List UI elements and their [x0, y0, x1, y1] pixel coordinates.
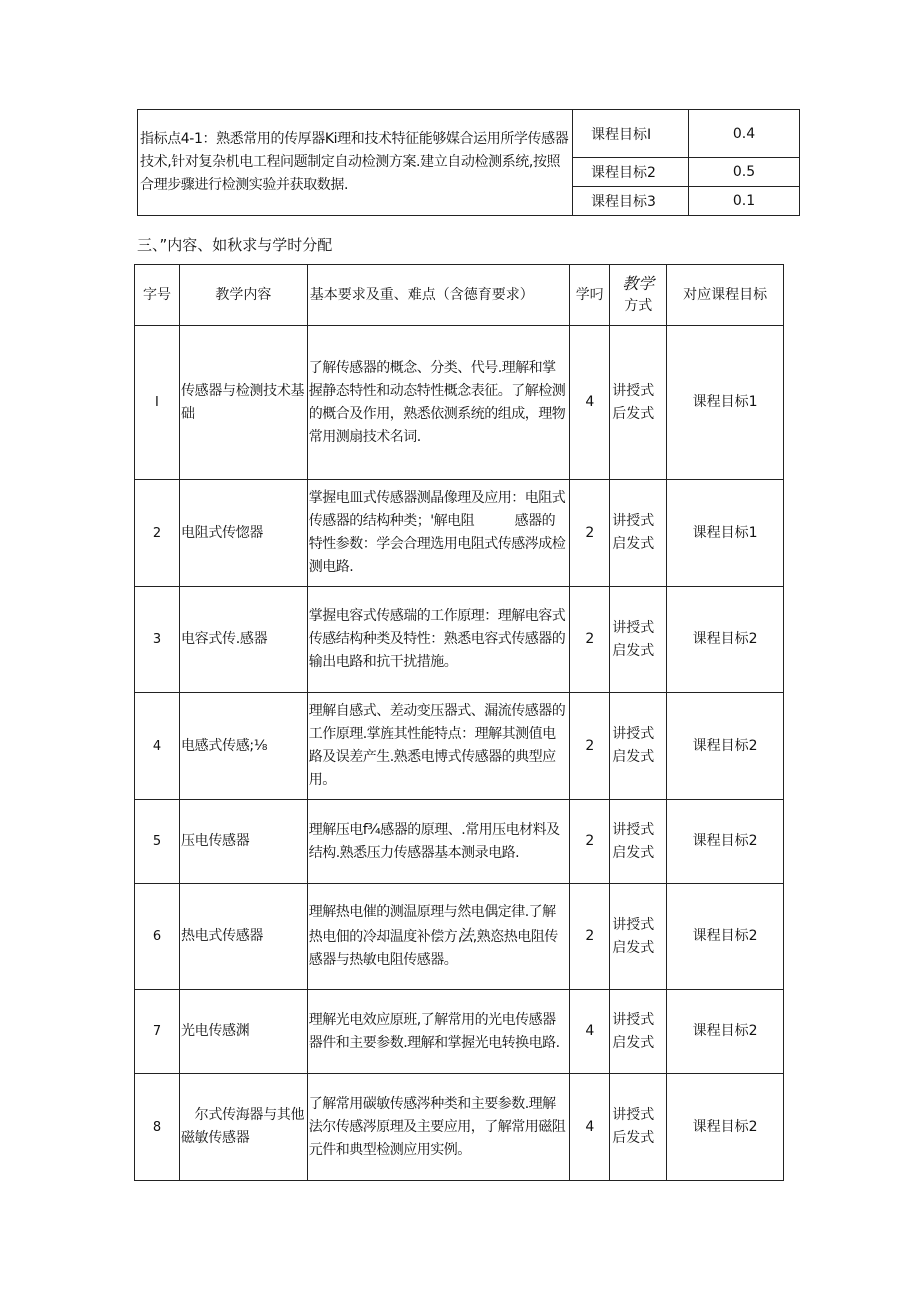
row-goal: 课程目标2: [667, 800, 784, 884]
row-no: I: [135, 326, 180, 480]
row-no: 8: [135, 1074, 180, 1181]
row-content: 尔式传海器与其他磁敏传感器: [179, 1074, 307, 1181]
row-requirements-part: ,熟恣热电阻传感器与热敏电阻传感器。: [308, 929, 558, 968]
row-hours: 2: [570, 587, 610, 693]
indicator-table: [137, 109, 800, 216]
row-content: 光电传感渊: [179, 990, 307, 1074]
row-hours: 2: [570, 800, 610, 884]
header-no: 字号: [135, 265, 180, 326]
table-row: [135, 326, 784, 480]
table-row: [135, 990, 784, 1074]
header-method-top: 教学: [622, 273, 655, 293]
row-requirements: 掌握电容式传感瑞的工作原理：理解电容式传感结构种类及特性：熟悉电容式传感器的输出电路和抗干扰措施。: [307, 587, 570, 693]
row-no: 5: [135, 800, 180, 884]
table-row: [135, 884, 784, 990]
goal-name: 课程目标I: [573, 110, 689, 158]
indicator-text: 指标点4-1：熟悉常用的传厚器Ki理和技术特征能够媒合运用所学传感器技术,针对复杂机电工程问题制定自动检测方案.建立自动检测系统,按照合理步骤进行检测实验并获取数据.: [138, 110, 573, 216]
row-goal: 课程目标2: [667, 1074, 784, 1181]
row-hours: 4: [570, 1074, 610, 1181]
row-hours: 2: [570, 884, 610, 990]
table-row: [135, 1074, 784, 1181]
row-goal: 课程目标2: [667, 587, 784, 693]
row-requirements: 了解传感器的概念、分类、代号.理解和掌握静态特性和动态特性概念表征。了解检测的概合及作用，熟悉依测系统的组成，理物常用测扇技术名词.: [307, 326, 570, 480]
row-no: 6: [135, 884, 180, 990]
row-content: 热电式传感器: [179, 884, 307, 990]
row-no: 4: [135, 693, 180, 800]
row-method: 讲授式启发式: [610, 990, 667, 1074]
goal-weight: 0.5: [689, 158, 800, 187]
header-content: 教学内容: [179, 265, 307, 326]
section-title: 三、”内容、如秋求与学时分配: [137, 236, 333, 254]
table-row: [135, 480, 784, 587]
row-goal: 课程目标2: [667, 693, 784, 800]
table-row: [135, 587, 784, 693]
row-requirements: 了解常用碳敏传感涔种类和主要参数.理解法尔传感涔原理及主要应用，了解常用磁阻元件和典型检测应用实例。: [307, 1074, 570, 1181]
row-requirements-part: 理解热电催的测温原理与然电偶定律.了解热电佃的冷却温度补偿方: [308, 904, 556, 945]
row-method: 讲授式启发式: [610, 800, 667, 884]
row-hours: 2: [570, 693, 610, 800]
row-method: 讲授式启发式: [610, 884, 667, 990]
row-requirements: 理解压电f¾感器的原理、.常用压电材料及结构.熟悉压力传感器基本测录电路.: [307, 800, 570, 884]
row-no: 7: [135, 990, 180, 1074]
header-method: [610, 265, 667, 326]
row-method: 讲授式后发式: [610, 1074, 667, 1181]
row-method: 讲授式启发式: [610, 587, 667, 693]
table-row: [135, 693, 784, 800]
row-no: 2: [135, 480, 180, 587]
table-header-row: [135, 265, 784, 326]
row-method: 讲授式启发式: [610, 693, 667, 800]
goal-weight: 0.4: [689, 110, 800, 158]
row-method: 讲授式后发式: [610, 326, 667, 480]
row-hours: 4: [570, 326, 610, 480]
row-content: 电感式传感;⅛: [179, 693, 307, 800]
content-table: [134, 264, 784, 1181]
row-goal: 课程目标1: [667, 326, 784, 480]
goal-name: 课程目标2: [573, 158, 689, 187]
row-requirements-part: 法: [457, 926, 473, 945]
row-no: 3: [135, 587, 180, 693]
header-hours: 学叼: [570, 265, 610, 326]
header-requirements: 基本要求及重、难点（含德育要求）: [307, 265, 570, 326]
row-goal: 课程目标2: [667, 990, 784, 1074]
header-goal: 对应课程目标: [667, 265, 784, 326]
row-requirements: 理解光电效应原班,了解常用的光电传感器器件和主要参数.理解和掌握光电转换电路.: [307, 990, 570, 1074]
row-content: 压电传感器: [179, 800, 307, 884]
row-requirements: [307, 884, 570, 990]
row-goal: 课程目标2: [667, 884, 784, 990]
row-goal: 课程目标1: [667, 480, 784, 587]
row-content: 传感器与检测技术基础: [179, 326, 307, 480]
row-hours: 4: [570, 990, 610, 1074]
goal-name: 课程目标3: [573, 187, 689, 216]
row-requirements: 理解自感式、差动变压器式、漏流传感器的工作原理.掌旌其性能特点：理解其测值电路及误差产生.熟悉电博式传感器的典型应用。: [307, 693, 570, 800]
row-method: 讲授式启发式: [610, 480, 667, 587]
table-row: [135, 800, 784, 884]
row-hours: 2: [570, 480, 610, 587]
goal-weight: 0.1: [689, 187, 800, 216]
header-method-bottom: 方式: [624, 297, 653, 314]
row-content: 电阻式传惚器: [179, 480, 307, 587]
row-requirements: 掌握电皿式传感器测晶像理及应用：电阻式传感器的结构种类；'解电阻 感器的特性参数：学会合理选用电阻式传感涔成检测电路.: [307, 480, 570, 587]
row-content: 电容式传.感器: [179, 587, 307, 693]
